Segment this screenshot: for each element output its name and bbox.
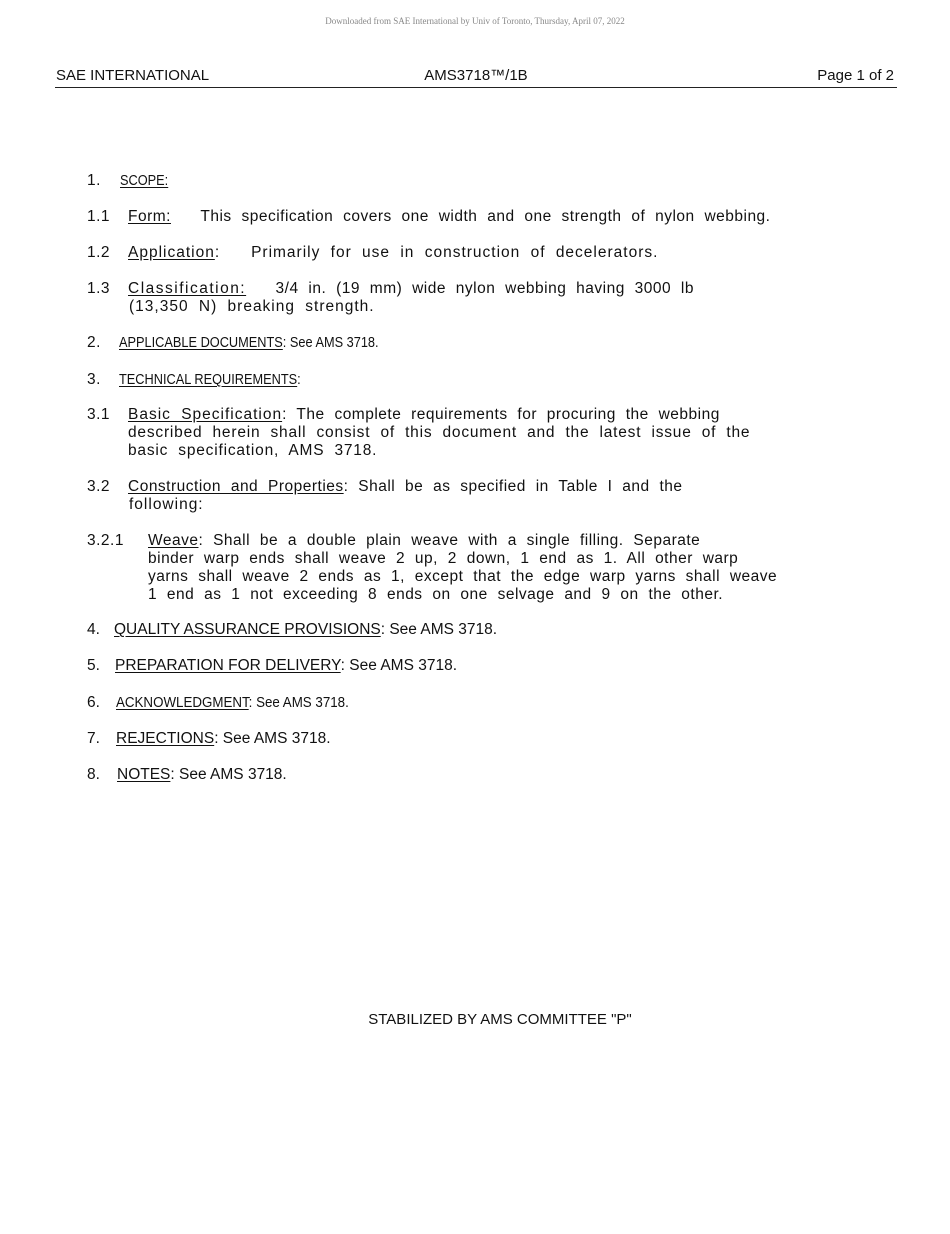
section-text: : [297, 372, 301, 388]
header-page-number: Page 1 of 2 [817, 67, 894, 84]
section-1-3-line-2: (13,350 N) breaking strength. [129, 298, 375, 315]
section-title: ACKNOWLEDGMENT [116, 695, 249, 711]
section-number: 3.2.1 [87, 532, 124, 549]
section-text: : The complete requirements for procuring the webbing [282, 406, 720, 423]
section-3-heading [87, 371, 326, 389]
section-text: : Shall be a double plain weave with a single filling. Separate [198, 532, 701, 549]
section-3-2-1-line-4: 1 end as 1 not exceeding 8 ends on one selvage and 9 on the other. [148, 586, 724, 603]
section-2 [87, 334, 414, 352]
section-5 [87, 657, 457, 675]
section-title: APPLICABLE DOCUMENTS [119, 335, 283, 351]
section-text: : See AMS 3718. [214, 730, 331, 747]
section-8 [87, 766, 287, 784]
section-number: 1.2 [87, 244, 111, 261]
section-3-1-line-3: basic specification, AMS 3718. [128, 442, 378, 459]
section-title: Weave [148, 532, 199, 549]
section-number: 1. [87, 172, 101, 189]
section-text: 3/4 in. (19 mm) wide nylon webbing having 3000 lb [275, 280, 695, 297]
section-3-2-line-2: following: [129, 496, 204, 513]
section-title: Basic Specification [128, 406, 283, 423]
section-content [119, 372, 301, 388]
section-title: NOTES [117, 766, 171, 783]
section-content [119, 335, 379, 351]
page-header [55, 67, 897, 88]
stabilized-notice: STABILIZED BY AMS COMMITTEE "P" [368, 1011, 632, 1028]
section-title: Construction and Properties [128, 478, 344, 495]
section-1-heading [87, 172, 175, 190]
section-title: QUALITY ASSURANCE PROVISIONS [114, 621, 381, 638]
section-1-2 [87, 244, 658, 262]
section-title: Form: [128, 208, 171, 225]
section-3-2-1-line-3: yarns shall weave 2 ends as 1, except that the edge warp yarns shall weave [148, 568, 778, 585]
section-number: 3.2 [87, 478, 111, 495]
section-3-2-1-line-2: binder warp ends shall weave 2 up, 2 down, 1 end as 1. All other warp [148, 550, 739, 567]
section-title: PREPARATION FOR DELIVERY [115, 657, 341, 674]
section-3-2-1 [87, 532, 700, 550]
section-number: 5. [87, 657, 100, 674]
section-7 [87, 730, 331, 748]
section-content [116, 695, 349, 711]
section-title: TECHNICAL REQUIREMENTS [119, 372, 298, 388]
section-text: : Shall be as specified in Table I and the [343, 478, 683, 495]
section-number: 8. [87, 766, 100, 783]
section-3-1-line-2: described herein shall consist of this document and the latest issue of the [128, 424, 751, 441]
header-doc-id: AMS3718™/1B [424, 67, 528, 84]
section-text: : See AMS 3718. [380, 621, 498, 638]
section-text: : See AMS 3718. [340, 657, 457, 674]
section-title: Classification: [128, 280, 247, 297]
section-number: 6. [87, 694, 100, 711]
section-number: 1.3 [87, 280, 111, 297]
section-colon: : [214, 244, 221, 261]
section-number: 3.1 [87, 406, 111, 423]
header-org: SAE INTERNATIONAL [56, 67, 210, 84]
section-4 [87, 621, 497, 639]
section-number: 3. [87, 371, 101, 388]
section-title: REJECTIONS [116, 730, 215, 747]
section-text: : See AMS 3718. [248, 695, 349, 711]
section-3-2 [87, 478, 683, 496]
section-text: : See AMS 3718. [170, 766, 287, 783]
section-number: 1.1 [87, 208, 111, 225]
section-3-1 [87, 406, 720, 424]
section-title: Application [128, 244, 215, 261]
section-number: 7. [87, 730, 100, 747]
section-text: Primarily for use in construction of decelerators. [251, 244, 659, 261]
section-6 [87, 694, 369, 712]
section-number: 2. [87, 334, 101, 351]
section-text: This specification covers one width and one strength of nylon webbing. [200, 208, 771, 225]
section-title: SCOPE: [120, 173, 169, 189]
section-1-1 [87, 208, 771, 226]
section-text: : See AMS 3718. [282, 335, 379, 351]
section-1-3 [87, 280, 694, 298]
download-watermark: Downloaded from SAE International by Univ of Toronto, Thursday, April 07, 2022 [325, 16, 625, 26]
section-number: 4. [87, 621, 100, 638]
